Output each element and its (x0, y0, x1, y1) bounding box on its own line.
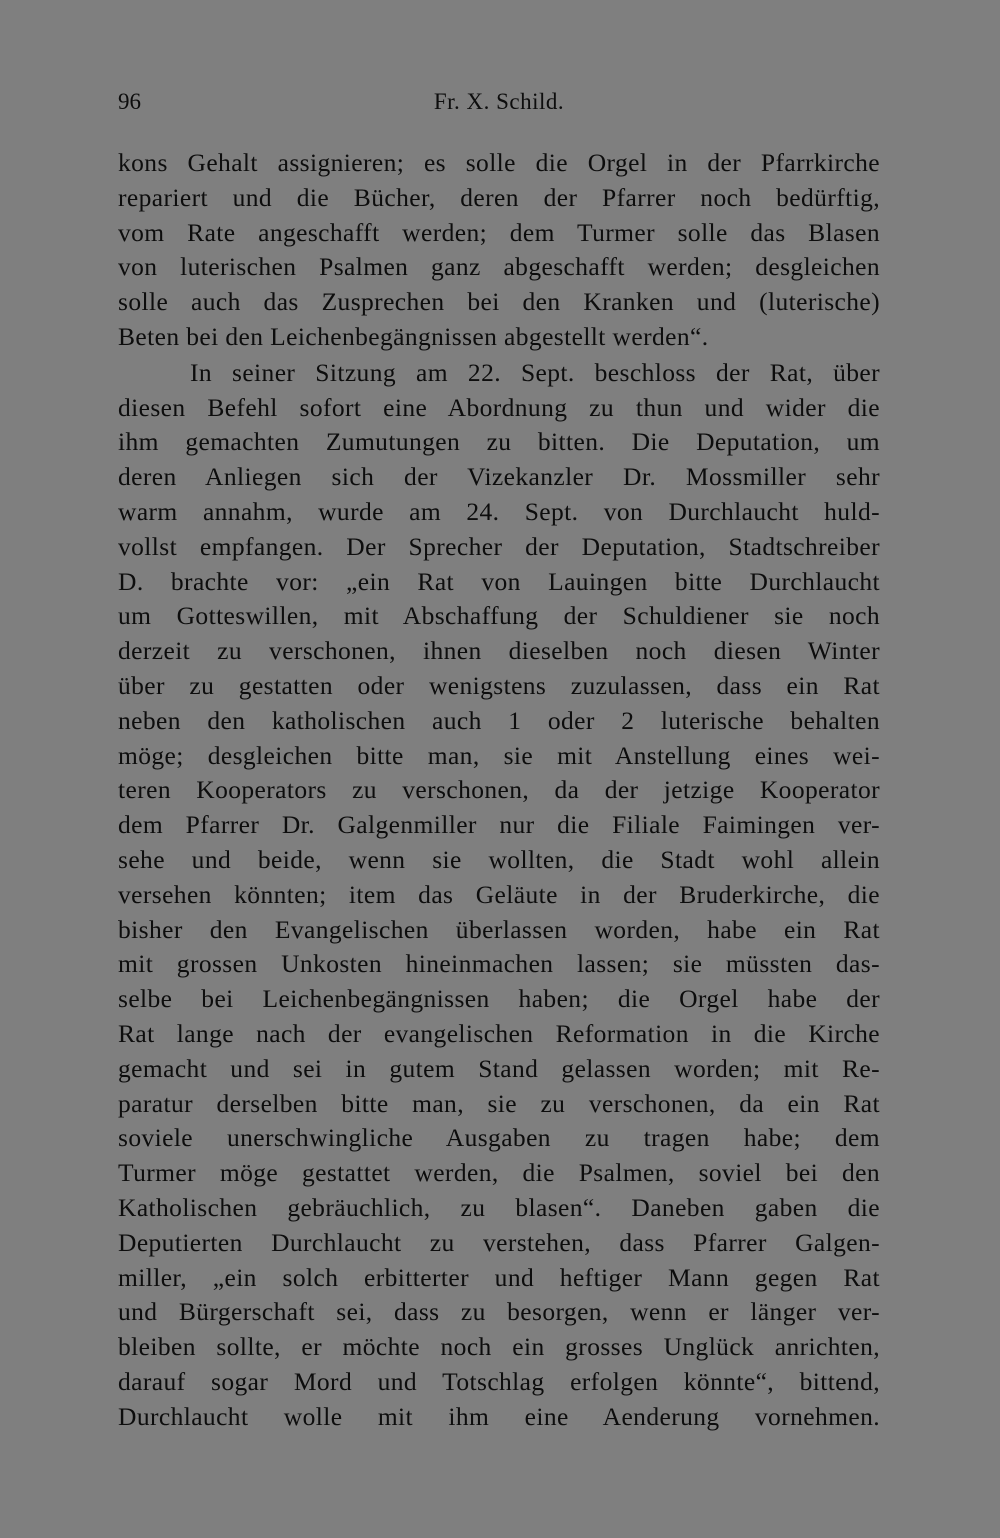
text-line: über zu gestatten oder wenigstens zuzulassen, dass ein Rat (118, 670, 880, 700)
text-line: Katholischen gebräuchlich, zu blasen“. Daneben gaben die (118, 1192, 880, 1222)
text-line: soviele unerschwingliche Ausgaben zu tragen habe; dem (118, 1123, 880, 1153)
text-line: um Gotteswillen, mit Abschaffung der Schuldiener sie noch (118, 601, 880, 631)
text-line: neben den katholischen auch 1 oder 2 luterische behalten (118, 705, 880, 735)
text-line: ihm gemachten Zumutungen zu bitten. Die Deputation, um (118, 427, 880, 457)
page-header (118, 84, 880, 120)
text-line: paratur derselben bitte man, sie zu verschonen, da ein Rat (118, 1088, 880, 1118)
text-line: von luterischen Psalmen ganz abgeschafft werden; desgleichen (118, 252, 880, 282)
page-number: 96 (118, 89, 141, 114)
text-line: vollst empfangen. Der Sprecher der Deputation, Stadtschreiber (118, 531, 880, 561)
text-line: sehe und beide, wenn sie wollten, die Stadt wohl allein (118, 844, 880, 874)
text-line: D. brachte vor: „ein Rat von Lauingen bitte Durchlaucht (118, 566, 880, 596)
text-line: Beten bei den Leichenbegängnissen abgestellt werden“. (118, 321, 709, 351)
text-line: gemacht und sei in gutem Stand gelassen worden; mit Re- (118, 1053, 880, 1083)
body-text (118, 146, 880, 1434)
text-line: miller, „ein solch erbitterter und heftiger Mann gegen Rat (118, 1262, 880, 1292)
text-line: darauf sogar Mord und Totschlag erfolgen könnte“, bittend, (118, 1366, 880, 1396)
text-line: dem Pfarrer Dr. Galgenmiller nur die Filiale Faimingen ver- (118, 810, 880, 840)
text-line: kons Gehalt assignieren; es solle die Orgel in der Pfarrkirche (118, 148, 880, 177)
text-line: mit grossen Unkosten hineinmachen lassen; sie müssten das- (118, 949, 880, 979)
text-line: In seiner Sitzung am 22. Sept. beschloss der Rat, über (190, 357, 880, 387)
text-line: Rat lange nach der evangelischen Reformation in die Kirche (118, 1018, 880, 1048)
text-line: und Bürgerschaft sei, dass zu besorgen, wenn er länger ver- (118, 1297, 880, 1327)
text-line: deren Anliegen sich der Vizekanzler Dr. Mossmiller sehr (118, 462, 880, 492)
text-line: Durchlaucht wolle mit ihm eine Aenderung vornehmen. (118, 1401, 880, 1431)
text-line: repariert und die Bücher, deren der Pfarrer noch bedürftig, (118, 182, 880, 212)
text-line: teren Kooperators zu verschonen, da der jetzige Kooperator (118, 775, 880, 805)
text-line: Turmer möge gestattet werden, die Psalmen, soviel bei den (118, 1158, 880, 1188)
text-line: vom Rate angeschafft werden; dem Turmer solle das Blasen (118, 217, 880, 247)
text-line: diesen Befehl sofort eine Abordnung zu thun und wider die (118, 392, 880, 422)
text-line: bleiben sollte, er möchte noch ein grosses Unglück anrichten, (118, 1332, 880, 1362)
running-head: Fr. X. Schild. (433, 89, 565, 114)
text-line: solle auch das Zusprechen bei den Kranken und (luterische) (118, 287, 880, 317)
text-line: Deputierten Durchlaucht zu verstehen, dass Pfarrer Galgen- (118, 1227, 880, 1257)
text-line: bisher den Evangelischen überlassen worden, habe ein Rat (118, 914, 880, 944)
text-line: derzeit zu verschonen, ihnen dieselben noch diesen Winter (118, 636, 880, 666)
paragraph-2 (118, 356, 880, 1435)
text-line: selbe bei Leichenbegängnissen haben; die Orgel habe der (118, 984, 880, 1014)
text-line: versehen könnten; item das Geläute in der Bruderkirche, die (118, 879, 880, 909)
paragraph-1 (118, 146, 880, 355)
text-line: möge; desgleichen bitte man, sie mit Anstellung eines wei- (118, 740, 880, 770)
text-line: warm annahm, wurde am 24. Sept. von Durchlaucht huld- (118, 496, 880, 526)
